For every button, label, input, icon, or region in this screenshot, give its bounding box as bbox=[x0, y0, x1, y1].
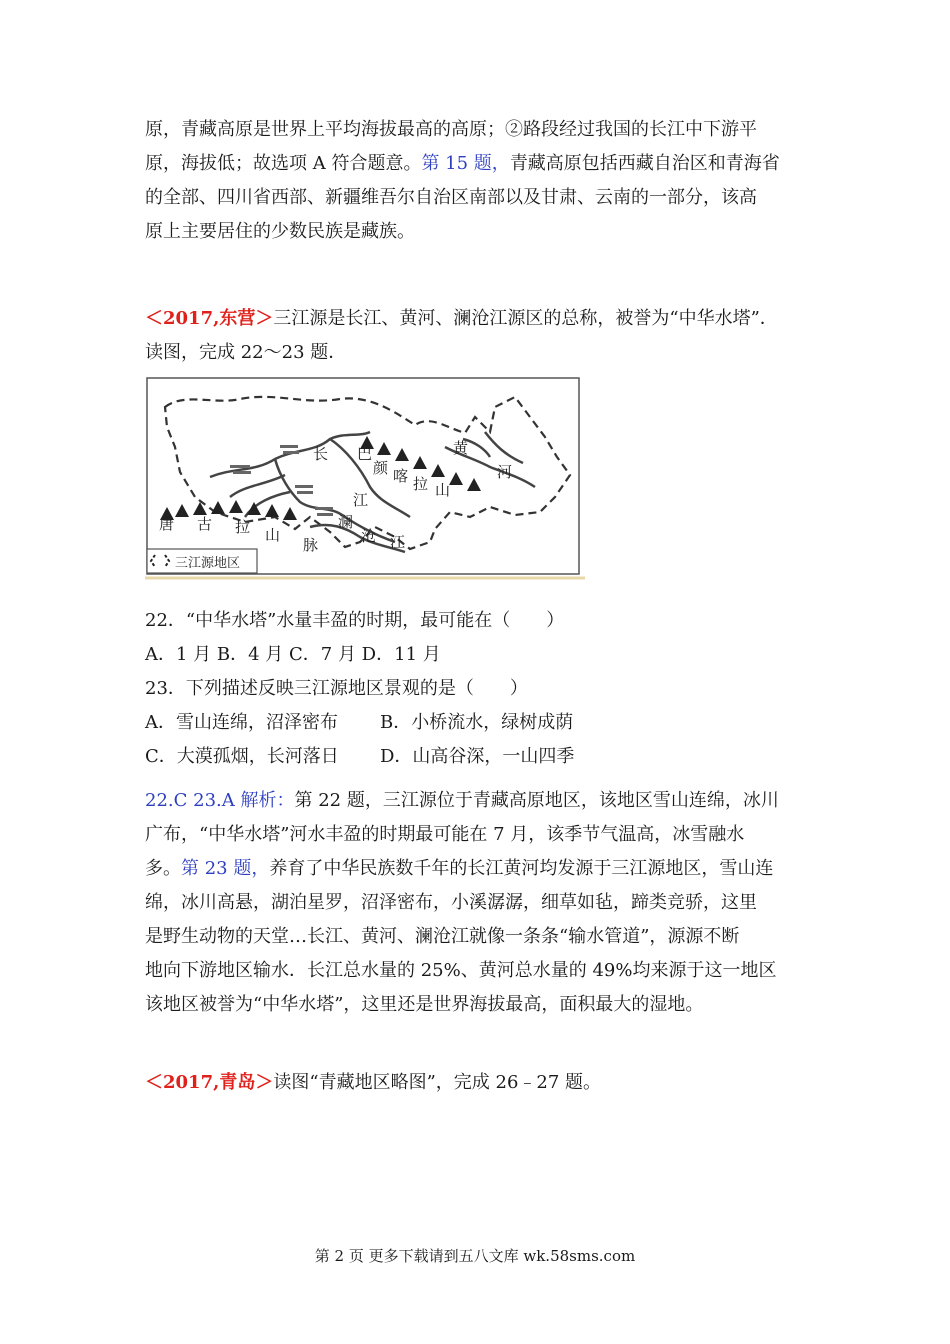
question-23-row-1 bbox=[145, 706, 815, 740]
answer-line-4: 绵，冰川高悬，湖泊星罗，沼泽密布，小溪潺潺，细草如毡，蹄类竞骄，这里 bbox=[145, 892, 757, 913]
intro-line-2: 原，海拔低；故选项 A 符合题意。第 15 题，青藏高原包括西藏自治区和青海省 bbox=[145, 153, 780, 174]
answer-line-1: 22.C 23.A 解析：第 22 题，三江源位于青藏高原地区，该地区雪山连绵，冰川 bbox=[145, 790, 779, 811]
answer-line-3: 多。第 23 题，养育了中华民族数千年的长江黄河均发源于三江源地区，雪山连 bbox=[145, 858, 774, 879]
section-dongying-line-2: 读图，完成 22～23 题． bbox=[145, 342, 347, 363]
intro-line-4: 原上主要居住的少数民族是藏族。 bbox=[145, 221, 415, 242]
map-label-mai: 脉 bbox=[303, 536, 319, 554]
answer-line-6: 地向下游地区输水．长江总水量的 25%、黄河总水量的 49%均来源于这一地区 bbox=[145, 960, 777, 981]
question-22-options: A．1 月 B．4 月 C．7 月 D．11 月 bbox=[145, 644, 441, 665]
page-footer: 第 2 页 更多下载请到五八文库 wk.58sms.com bbox=[314, 1247, 636, 1265]
answer-line-7: 该地区被誉为“中华水塔”，这里还是世界海拔最高，面积最大的湿地。 bbox=[145, 994, 704, 1015]
sanjiangyuan-map bbox=[145, 377, 585, 582]
map-label-chang: 长 bbox=[313, 445, 329, 463]
map-label-yan: 颜 bbox=[373, 459, 389, 477]
section-qingdao bbox=[145, 1066, 815, 1100]
map-label-la: 拉 bbox=[413, 475, 429, 493]
map-label-jiang2: 江 bbox=[390, 533, 406, 551]
intro-line-1: 原，青藏高原是世界上平均海拔最高的高原；②路段经过我国的长江中下游平 bbox=[145, 119, 757, 140]
map-label-ba: 巴 bbox=[357, 445, 373, 463]
map-label-lan: 澜 bbox=[338, 513, 354, 531]
section-tag: ＜2017,东营＞ bbox=[145, 308, 274, 329]
section-dongying bbox=[145, 302, 815, 370]
map-label-gu: 古 bbox=[197, 515, 213, 533]
map-label-shan2: 山 bbox=[265, 526, 281, 544]
intro-line-3: 的全部、四川省西部、新疆维吾尔自治区南部以及甘肃、云南的一部分，该高 bbox=[145, 187, 757, 208]
option-d: D．山高谷深，一山四季 bbox=[380, 746, 575, 767]
question-23-row-2 bbox=[145, 740, 815, 774]
map-label-tang: 唐 bbox=[159, 515, 175, 533]
question-22: 22．“中华水塔”水量丰盈的时期，最可能在（ ） bbox=[145, 610, 565, 631]
map-label-he: 河 bbox=[497, 463, 513, 481]
answer-line-5: 是野生动物的天堂…长江、黄河、澜沧江就像一条条“输水管道”，源源不断 bbox=[145, 926, 740, 947]
answer-block bbox=[145, 784, 815, 1022]
map-label-la2: 拉 bbox=[235, 518, 251, 536]
map-label-cang: 沧 bbox=[361, 527, 377, 545]
section-dongying-line-1: ＜2017,东营＞三江源是长江、黄河、澜沧江源区的总称，被誉为“中华水塔”． bbox=[145, 308, 778, 329]
section-qingdao-line: ＜2017,青岛＞读图“青藏地区略图”，完成 26﹣27 题。 bbox=[145, 1072, 602, 1093]
map-label-jiang: 江 bbox=[353, 491, 369, 509]
q23-label: 第 23 题， bbox=[181, 858, 270, 879]
map-label-shan: 山 bbox=[435, 481, 451, 499]
question-23: 23．下列描述反映三江源地区景观的是（ ） bbox=[145, 678, 528, 699]
intro-paragraph bbox=[145, 113, 815, 249]
questions-block bbox=[145, 604, 815, 774]
map-label-ka: 喀 bbox=[393, 467, 409, 485]
answer-key: 22.C 23.A 解析： bbox=[145, 790, 295, 811]
q15-label: 第 15 题， bbox=[421, 153, 510, 174]
map-label-huang: 黄 bbox=[453, 439, 469, 457]
option-a: A．雪山连绵，沼泽密布 bbox=[145, 712, 338, 733]
answer-line-2: 广布，“中华水塔”河水丰盈的时期最可能在 7 月，该季节气温高，冰雪融水 bbox=[145, 824, 745, 845]
legend-label: 三江源地区 bbox=[175, 556, 241, 571]
option-c: C．大漠孤烟，长河落日 bbox=[145, 746, 339, 767]
section-tag-2: ＜2017,青岛＞ bbox=[145, 1072, 274, 1093]
option-b: B．小桥流水，绿树成荫 bbox=[380, 712, 574, 733]
